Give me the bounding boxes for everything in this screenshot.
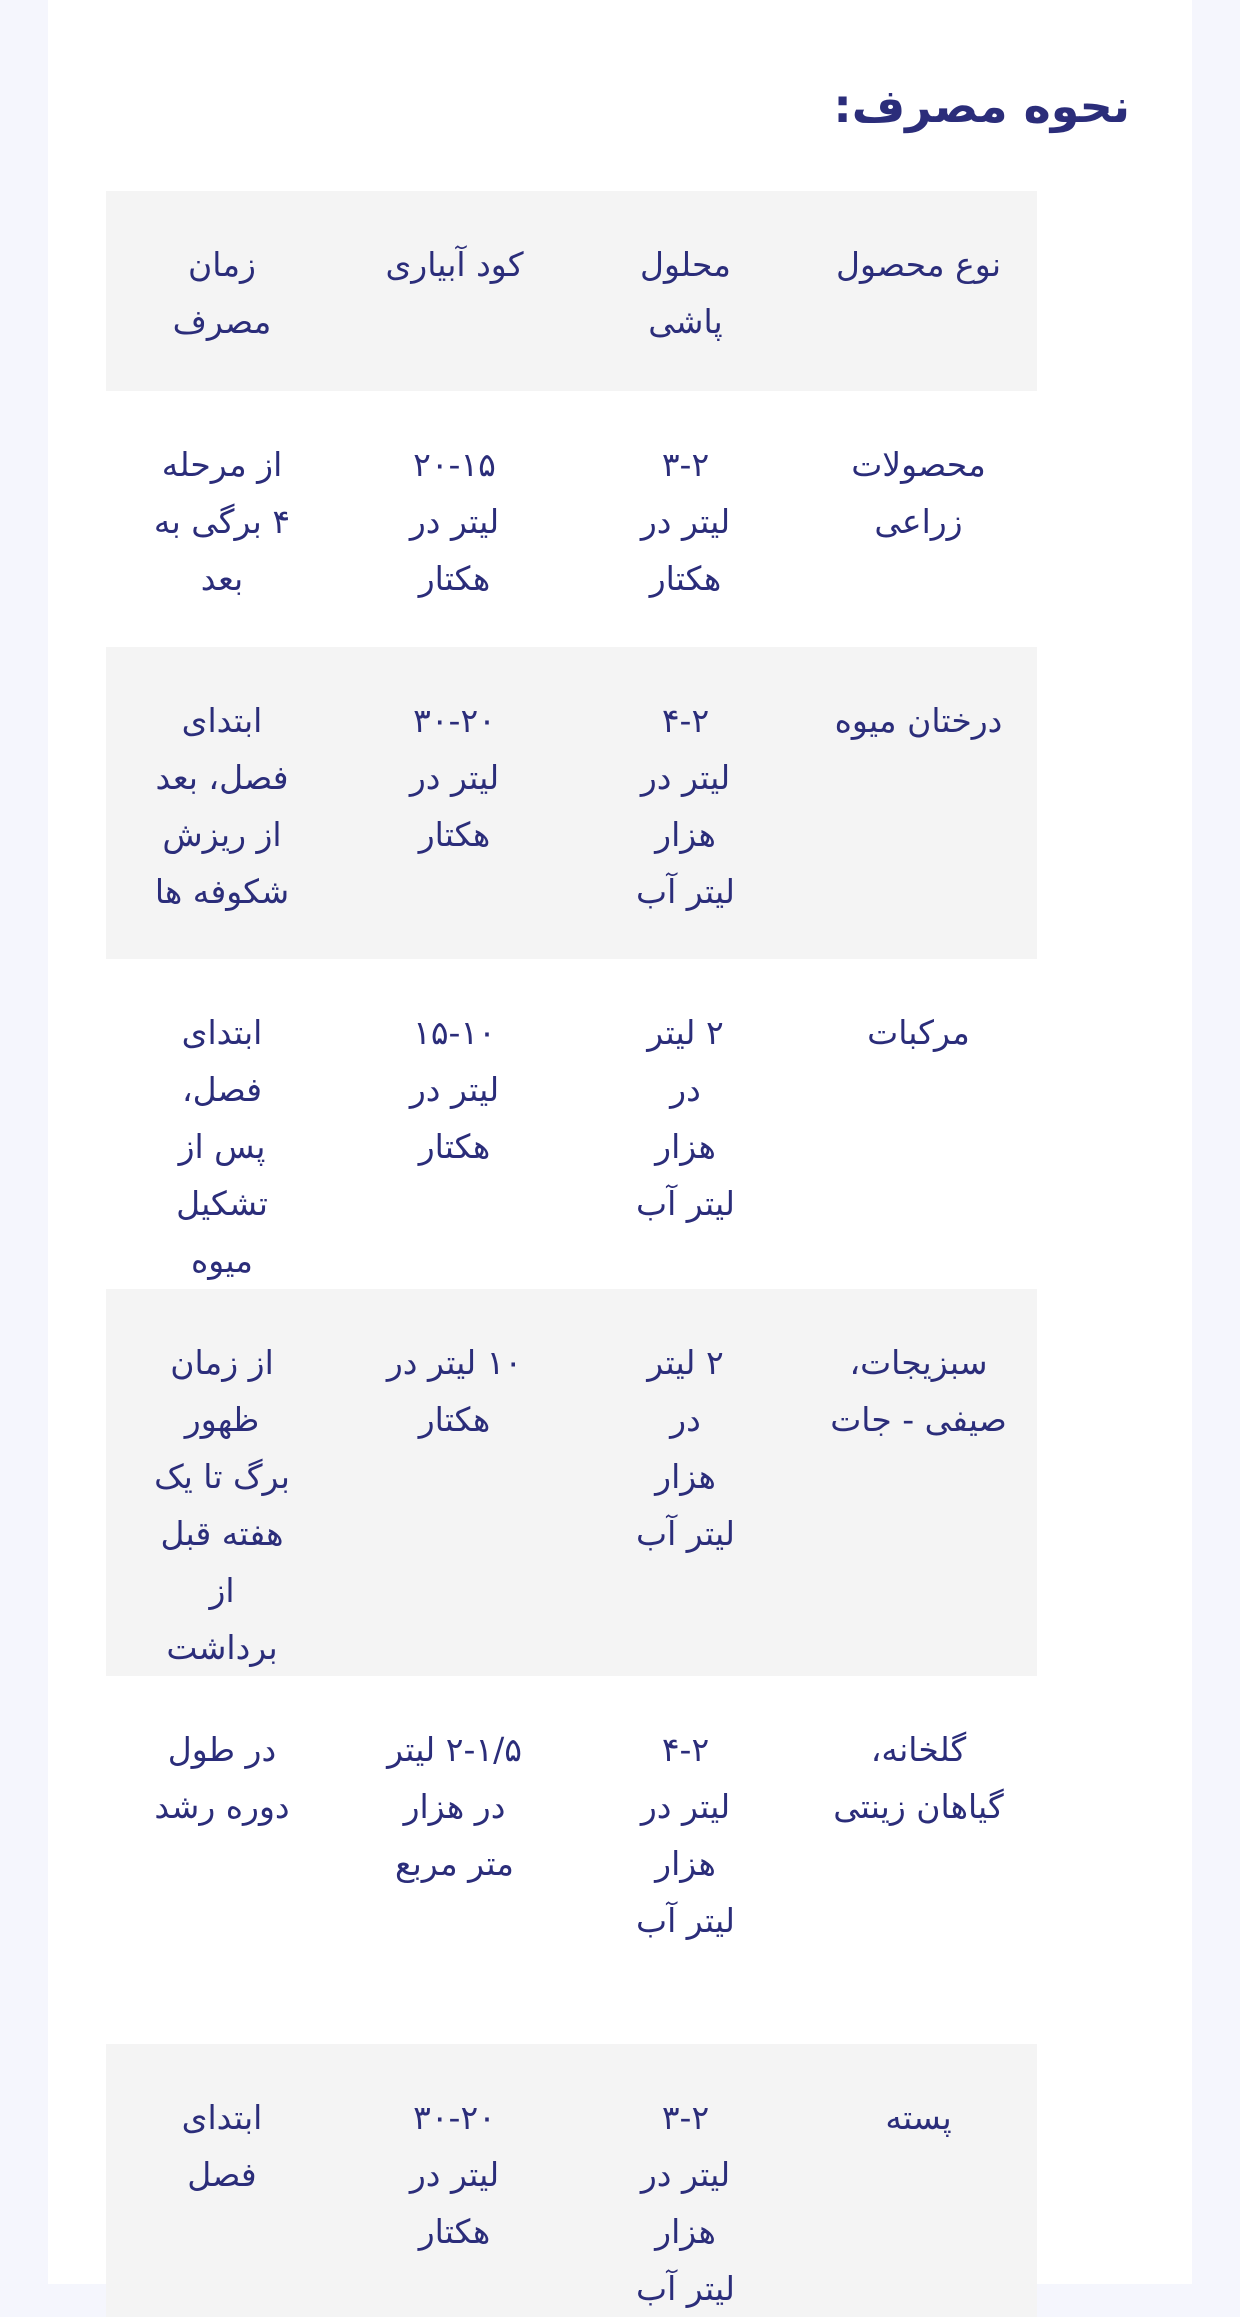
cell-product: مرکبات bbox=[867, 1013, 970, 1052]
cell-fertigation: ۲۰-۱۵ لیتر در هکتار bbox=[409, 445, 500, 598]
header-product-type bbox=[800, 191, 1037, 391]
cell-fertigation: ۲-۱/۵ لیتر در هزار متر مربع bbox=[387, 1730, 522, 1883]
cell-time: ابتدای فصل، بعد از ریزش شکوفه ها bbox=[154, 701, 290, 911]
cell-fertigation: ۳۰-۲۰ لیتر در هکتار bbox=[409, 2098, 500, 2251]
header-fertigation bbox=[338, 191, 571, 391]
cell-fertigation: ۳۰-۲۰ لیتر در هکتار bbox=[409, 701, 500, 854]
cell-product: محصولات زراعی bbox=[851, 445, 986, 541]
cell-foliar: ۳-۲ لیتر در هکتار bbox=[640, 445, 731, 598]
cell-fertigation: ۱۰ لیتر در هکتار bbox=[386, 1343, 523, 1439]
header-cell-text: کود آبیاری bbox=[385, 245, 524, 284]
cell-product: گلخانه، گیاهان زینتی bbox=[833, 1730, 1004, 1826]
header-cell-text: زمان مصرف bbox=[172, 245, 272, 341]
header-cell-text: محلول پاشی bbox=[640, 245, 731, 341]
page-title: نحوه مصرف: bbox=[833, 79, 1130, 133]
cell-time: ابتدای فصل، پس از تشکیل میوه bbox=[176, 1013, 268, 1280]
cell-product: سبزیجات، صیفی - جات bbox=[830, 1343, 1007, 1439]
cell-product: پسته bbox=[885, 2098, 952, 2137]
usage-table bbox=[106, 191, 1037, 2317]
cell-time: از زمان ظهور برگ تا یک هفته قبل از برداشت bbox=[154, 1343, 290, 1667]
cell-foliar: ۳-۲ لیتر در هزار لیتر آب bbox=[636, 2098, 735, 2308]
cell-foliar: ۴-۲ لیتر در هزار لیتر آب bbox=[636, 1730, 735, 1940]
table-header-row bbox=[106, 191, 1037, 391]
cell-time: ابتدای فصل bbox=[181, 2098, 263, 2194]
table-row bbox=[106, 2044, 1037, 2317]
cell-foliar: ۲ لیتر در هزار لیتر آب bbox=[636, 1343, 735, 1553]
cell-foliar: ۴-۲ لیتر در هزار لیتر آب bbox=[636, 701, 735, 911]
cell-foliar: ۲ لیتر در هزار لیتر آب bbox=[636, 1013, 735, 1223]
table-row bbox=[106, 1676, 1037, 2044]
cell-product: درختان میوه bbox=[834, 701, 1003, 740]
header-foliar-spray bbox=[571, 191, 800, 391]
table-row bbox=[106, 1289, 1037, 1676]
table-row bbox=[106, 647, 1037, 959]
header-usage-time bbox=[106, 191, 338, 391]
table-row bbox=[106, 959, 1037, 1289]
cell-fertigation: ۱۵-۱۰ لیتر در هکتار bbox=[409, 1013, 500, 1166]
cell-time: از مرحله ۴ برگی به بعد bbox=[153, 445, 291, 598]
table-row bbox=[106, 391, 1037, 647]
header-cell-text: نوع محصول bbox=[835, 245, 1002, 284]
cell-time: در طول دوره رشد bbox=[154, 1730, 290, 1826]
